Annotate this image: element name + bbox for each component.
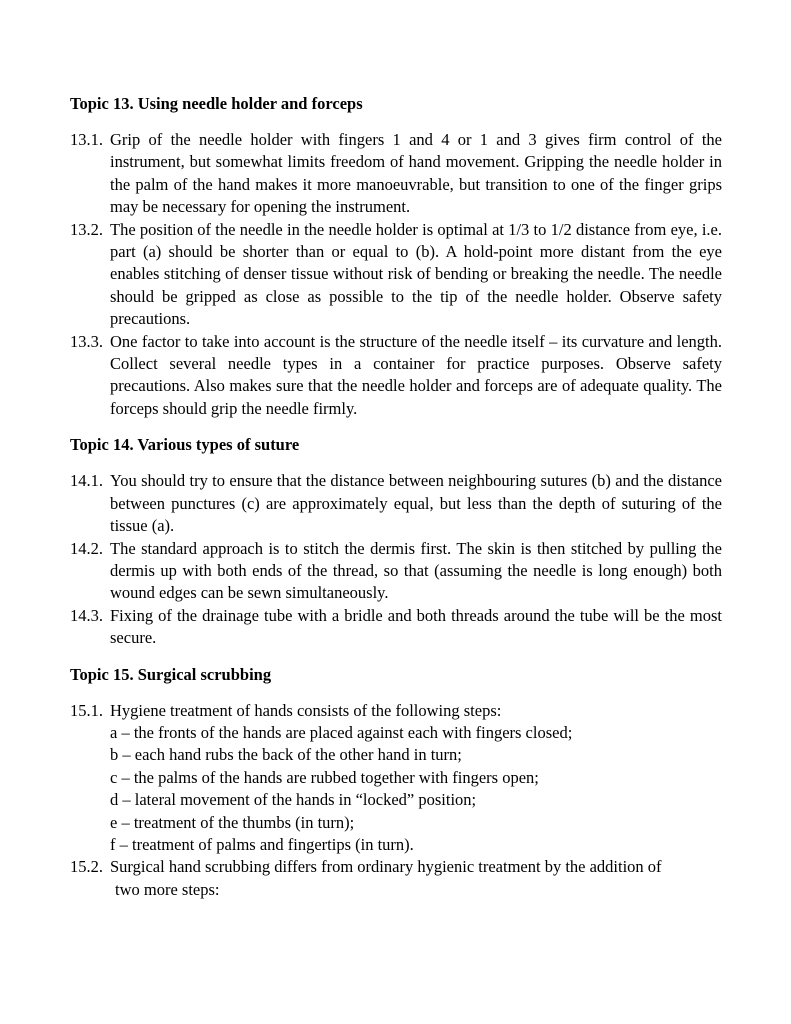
- topic-item-list: [70, 700, 722, 902]
- step-item: d – lateral movement of the hands in “locked” position;: [110, 790, 477, 810]
- item-text: Hygiene treatment of hands consists of the following steps:: [110, 700, 502, 720]
- item-text: Grip of the needle holder with fingers 1 and 4 or 1 and 3 gives firm control of the instrument, but somewhat limits freedom of hand movement. Gripping the needle holder in the palm of the hand makes it more manoeuvrable, but transition to one of the finger grips may be necessary for opening the instrument.: [110, 130, 722, 217]
- item-number: 13.3.: [70, 331, 103, 351]
- topic-heading: Topic 13. Using needle holder and forceps: [70, 94, 363, 113]
- step-item: e – treatment of the thumbs (in turn);: [110, 812, 355, 832]
- item-number: 14.1.: [70, 471, 103, 491]
- item-text: The standard approach is to stitch the dermis first. The skin is then stitched by pulling the dermis up with both ends of the thread, so that (assuming the needle is long enough) both wound edges can be sewn simultaneously.: [110, 538, 722, 603]
- topic-item: [70, 331, 722, 421]
- topic-section: [70, 93, 722, 420]
- topic-item: [70, 219, 722, 331]
- item-text: You should try to ensure that the distance between neighbouring sutures (b) and the distance between punctures (c) are approximately equal, but less than the depth of suturing of the tissue (a).: [110, 471, 722, 536]
- topic-item: [70, 605, 722, 650]
- item-number: 15.2.: [70, 857, 103, 877]
- item-text-continuation: two more steps:: [115, 879, 220, 899]
- step-item: b – each hand rubs the back of the other hand in turn;: [110, 745, 462, 765]
- item-number: 15.1.: [70, 700, 103, 720]
- item-number: 13.1.: [70, 130, 103, 149]
- item-number: 14.2.: [70, 538, 103, 558]
- step-item: c – the palms of the hands are rubbed together with fingers open;: [110, 767, 539, 787]
- step-list: [110, 722, 722, 856]
- topic-item: [70, 856, 722, 901]
- document-page: [70, 93, 722, 901]
- topic-item: [70, 470, 722, 537]
- item-number: 13.2.: [70, 219, 103, 239]
- topic-section: [70, 664, 722, 902]
- topic-heading: Topic 15. Surgical scrubbing: [70, 664, 272, 684]
- step-item: a – the fronts of the hands are placed against each with fingers closed;: [110, 722, 573, 742]
- item-text: Surgical hand scrubbing differs from ordinary hygienic treatment by the addition of: [110, 857, 662, 877]
- topic-item-list: [70, 470, 722, 649]
- item-number: 14.3.: [70, 605, 103, 625]
- item-text: Fixing of the drainage tube with a bridle and both threads around the tube will be the most secure.: [110, 605, 722, 648]
- topic-item: [70, 129, 722, 219]
- topic-item: [70, 538, 722, 605]
- topic-section: [70, 434, 722, 649]
- step-item: f – treatment of palms and fingertips (in turn).: [110, 834, 414, 854]
- topic-heading: Topic 14. Various types of suture: [70, 435, 300, 455]
- topic-item: [70, 700, 722, 857]
- item-text: The position of the needle in the needle holder is optimal at 1/3 to 1/2 distance from eye, i.e. part (a) should be shorter than or equal to (b). A hold-point more distant from the eye enables stitching of denser tissue without risk of bending or breaking the needle. The needle should be gripped as close as possible to the tip of the needle holder. Observe safety precautions.: [110, 219, 722, 329]
- topic-item-list: [70, 129, 722, 420]
- item-text: One factor to take into account is the structure of the needle itself – its curvature and length. Collect several needle types in a container for practice purposes. Observe safety precautions. Also makes sure that the needle holder and forceps are of adequate quality. The forceps should grip the needle firmly.: [110, 331, 722, 418]
